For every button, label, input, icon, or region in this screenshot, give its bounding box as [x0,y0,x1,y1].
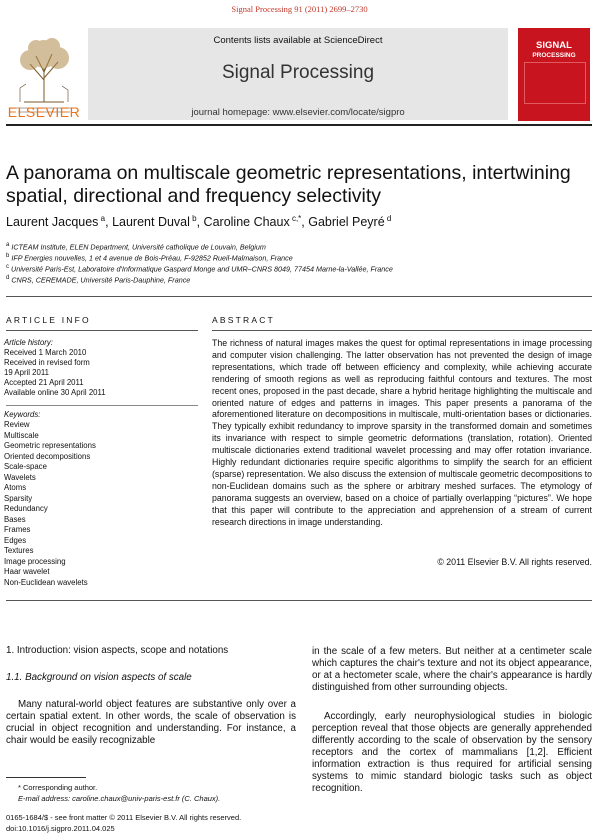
affiliation-mark: d [6,275,10,281]
author-name[interactable]: Laurent Duval [112,215,190,230]
cover-title-line1: SIGNAL [536,40,572,51]
author-affiliation-mark[interactable]: b [192,214,197,223]
contents-line [88,35,508,46]
author-affiliation-mark[interactable]: d [386,214,392,223]
affiliation-text: CNRS, CEREMADE, Université Paris-Dauphine, France [11,275,191,285]
footnote-rule [6,777,86,778]
affiliation-text: IFP Energies nouvelles, 1 et 4 avenue de Bois-Préau, F-92852 Rueil-Malmaison, France [11,253,293,263]
keyword[interactable]: Scale-space [4,462,47,471]
cover-title [518,42,590,60]
homepage-prefix: journal homepage: [191,107,273,118]
keyword[interactable]: Review [4,420,30,429]
body-paragraph: Accordingly, early neurophysiological studies in biologic perception reveal that those objects are generally apprehended differently according to the scale of observation by the sensory receptors and the cortex of mammalians [1,2]. Efficient information extraction is thus required for artificial sensing systems to mimic standard biologic tasks such as object recognition. [312,711,592,794]
history-item: Available online 30 April 2011 [4,388,106,397]
section-heading: 1. Introduction: vision aspects, scope and notations [6,645,229,656]
author-affiliation-mark[interactable]: c,* [291,214,302,223]
contents-prefix: Contents lists available at [213,35,324,46]
history-item: Accepted 21 April 2011 [4,378,84,387]
cover-title-line2: PROCESSING [532,51,576,59]
subsection-heading: 1.1. Background on vision aspects of scale [6,672,192,683]
keyword[interactable]: Wavelets [4,472,36,482]
author-name[interactable]: Caroline Chaux [203,215,290,230]
doi-link[interactable]: doi:10.1016/j.sigpro.2011.04.025 [6,824,115,833]
author-name[interactable]: Gabriel Peyré [308,215,385,230]
history-item: Received 1 March 2010 [4,348,87,357]
keyword[interactable]: Oriented decompositions [4,451,91,461]
header-divider [6,124,592,126]
keyword[interactable]: Redundancy [4,504,48,513]
elsevier-wordmark: ELSEVIER [7,104,81,120]
journal-homepage [88,107,508,118]
affiliation [6,273,190,285]
affiliation-mark: c [6,264,9,270]
homepage-link[interactable]: www.elsevier.com/locate/sigpro [272,107,405,118]
keyword[interactable]: Non-Euclidean wavelets [4,577,88,587]
abstract-heading: ABSTRACT [212,315,275,325]
affiliation-text: ICTEAM Institute, ELEN Department, Université catholique de Louvain, Belgium [11,242,266,252]
keyword[interactable]: Geometric representations [4,441,96,450]
issn-line: 0165-1684/$ - see front matter © 2011 Elsevier B.V. All rights reserved. [6,813,242,822]
abstract-text: The richness of natural images makes the quest for optimal representations in image processing and computer vision challenging. The latter observation has not prevented the design of image representations, which trade off between efficiency and complexity, while achieving accurate rendering of smooth regions as well as reproducing faithful contours and textures. The most recent ones, proposed in the past decade, share a hybrid heritage highlighting the multiscale and oriented nature of edges and patterns in images. This paper presents a panorama of the aforementioned literature on decompositions in multiscale, multi-orientation bases or dictionaries. They typically exhibit redundancy to improve sparsity in the transformed domain and sometimes its invariance with respect to simple geometric deformations (translation, rotation). Oriented multiscale dictionaries extend traditional wavelet processing and may offer rotation invariance. Highly redundant dictionaries require specific algorithms to simplify the search for an efficient (sparse) representation. We also discuss the extension of multiscale geometric decompositions to non-Euclidean domains such as the sphere or arbitrary meshed surfaces. The etymology of panorama suggests an overview, based on a choice of partially overlapping “pictures”. We hope that this paper will contribute to the appreciation and apprehension of a stream of current research directions in image understanding. [212,338,592,527]
abstract-end-divider [6,600,592,601]
copyright-notice: © 2011 Elsevier B.V. All rights reserved. [437,557,592,567]
body-paragraph: in the scale of a few meters. But neither at a centimeter scale which captures the chair's texture and not its object appearance, or at a hectometer scale, where the chair's appearance is hardly distinguished from other surrounding objects. [312,646,592,693]
keyword[interactable]: Image processing [4,556,66,566]
history-item: Received in revised form [4,358,90,367]
history-item: 19 April 2011 [4,368,49,377]
email-note[interactable]: E-mail address: caroline.chaux@univ-paris-est.fr (C. Chaux). [18,794,221,803]
keyword[interactable]: Frames [4,525,31,534]
keyword[interactable]: Edges [4,535,27,545]
keyword[interactable]: Atoms [4,483,27,492]
paper-title [6,162,592,208]
keywords-divider [6,405,198,406]
keyword[interactable]: Haar wavelet [4,567,50,576]
sciencedirect-link[interactable]: ScienceDirect [323,35,383,46]
keywords-label: Keywords: [4,410,41,419]
article-info-rule [6,330,198,331]
author-list: Laurent Jacques $^a$, Laurent Duval $^b$, Caroline Chaux $^{c,*}$, Gabriel Peyré $^d$ [6,214,392,230]
keyword[interactable]: Multiscale [4,430,39,440]
journal-reference[interactable]: Signal Processing 91 (2011) 2699–2730 [231,4,368,14]
keyword[interactable]: Textures [4,546,34,555]
abstract-rule [212,330,592,331]
author-affiliation-mark[interactable]: a [100,214,106,223]
keyword[interactable]: Sparsity [4,493,33,503]
affiliation-mark: b [6,253,10,259]
journal-title: Signal Processing [221,62,375,83]
affiliation-text: Université Paris-Est, Laboratoire d'Informatique Gaspard Monge and UMR–CNRS 8049, 77454 Marne-la-Vallée, France [11,264,393,274]
affiliation-divider [6,296,592,297]
body-paragraph: Many natural-world object features are substantive only over a certain spatial extent. In other words, the scale of observation is crucial in object recognition and understanding. For instance, a chair would be easily recognizable [6,699,296,746]
keyword[interactable]: Bases [4,514,26,524]
paper-title-line2: spatial, directional and frequency selectivity [6,185,382,207]
cover-panel [524,62,586,104]
author-name[interactable]: Laurent Jacques [6,215,99,230]
paper-title-line1: A panorama on multiscale geometric representations, intertwining [6,162,571,184]
corresponding-author-note: * Corresponding author. [18,783,98,792]
history-label: Article history: [4,338,53,347]
affiliation-mark: a [6,242,10,248]
article-info-heading: ARTICLE INFO [6,315,91,325]
